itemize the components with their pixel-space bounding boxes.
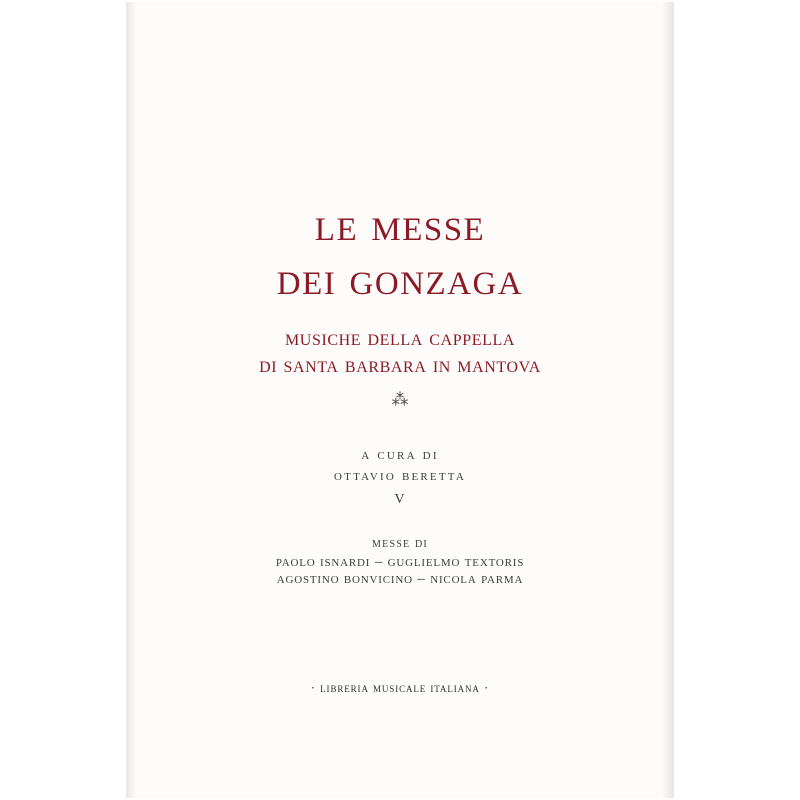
editor-prefix: a cura di <box>361 447 439 463</box>
editor-credit <box>126 445 674 487</box>
contents-line-2: agostino bonvicino – nicola parma <box>276 571 524 587</box>
title-line-1: le messe <box>314 199 486 251</box>
publisher-name: · libreria musicale italiana · <box>310 680 490 695</box>
subtitle-line-1: musiche della cappella <box>284 325 516 350</box>
contents-credits <box>126 535 674 588</box>
cover-content <box>126 2 674 798</box>
book-subtitle <box>126 324 674 378</box>
contents-heading: messe di <box>372 536 428 551</box>
editor-name: ottavio beretta <box>334 468 466 484</box>
book-title <box>126 198 674 306</box>
subtitle-line-2: di santa barbara in mantova <box>259 352 541 377</box>
asterism-ornament-icon: ⁂ <box>391 390 409 410</box>
title-line-2: dei gonzaga <box>276 253 524 305</box>
cover-sheet <box>126 2 674 798</box>
contents-line-1: paolo isnardi – guglielmo textoris <box>275 554 525 570</box>
volume-number: V <box>394 492 406 507</box>
